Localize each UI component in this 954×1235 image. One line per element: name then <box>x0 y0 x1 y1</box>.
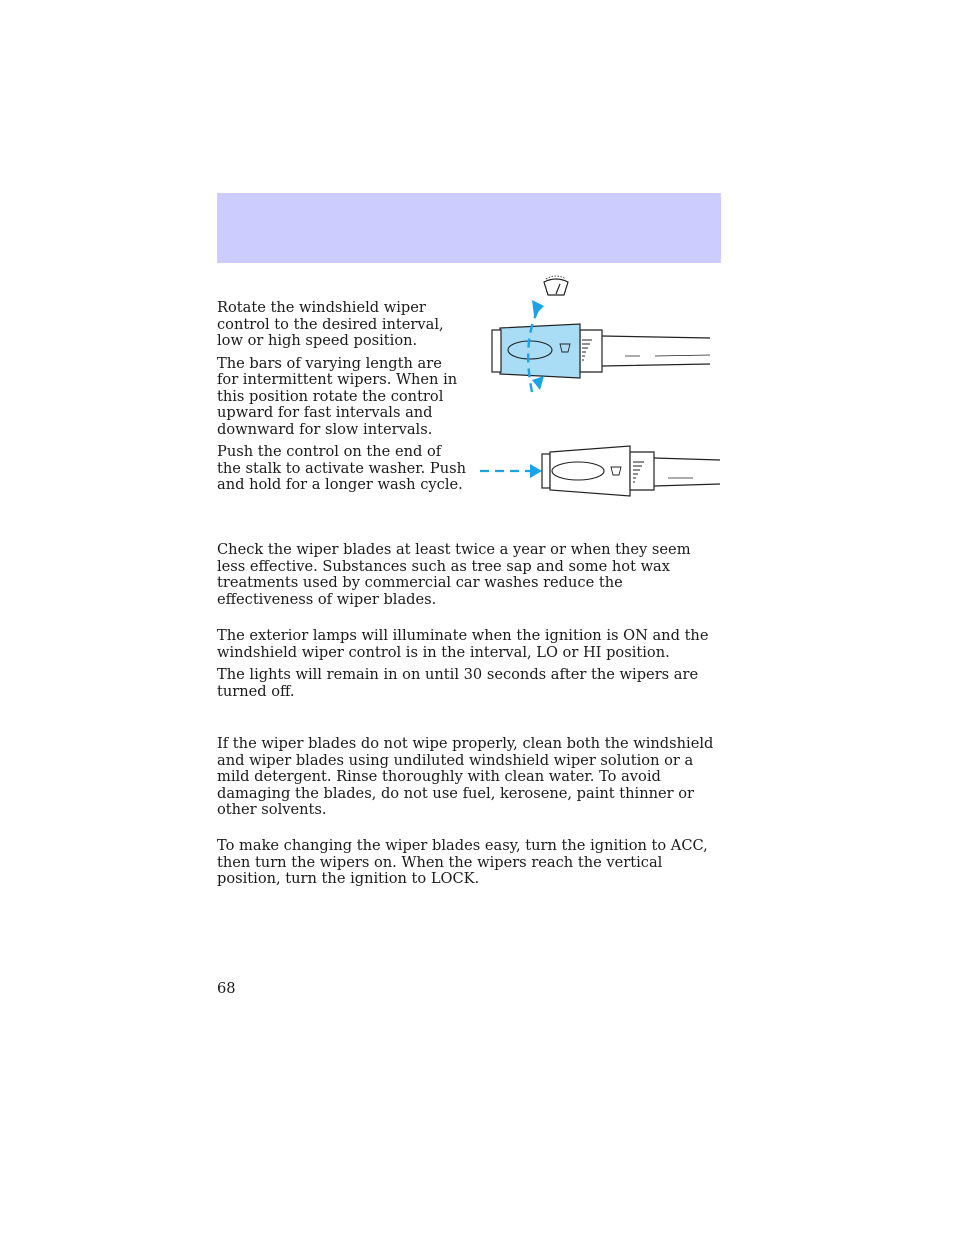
lamps-text-1: The exterior lamps will illuminate when the ignition is ON and the windshield wiper control is in the interval, LO or HI position. <box>217 627 709 661</box>
push-arrow-icon <box>480 464 542 478</box>
cleaning-text: If the wiper blades do not wipe properly, clean both the windshield and wiper blades using undiluted windshield wiper solution or a mild detergent. Rinse thoroughly with clean water. To avoid damaging the blades, do not use fuel, kerosene, paint thinner or other solvents. <box>217 735 714 818</box>
rotate-control-illustration <box>480 272 720 402</box>
rotate-instructions: Rotate the windshield wiper control to the desired interval, low or high speed position. <box>217 299 444 349</box>
wiper-control-text <box>217 300 467 494</box>
windshield-wiper-icon <box>544 276 568 295</box>
push-control-illustration <box>478 440 723 502</box>
wiper-check-text: Check the wiper blades at least twice a year or when they seem less effective. Substances such as tree sap and some hot wax treatments used by commercial car washes reduce the effectiveness of wiper blades. <box>217 541 691 608</box>
interval-instructions: The bars of varying length are for intermittent wipers. When in this position rotate the control upward for fast intervals and downward for slow intervals. <box>217 354 458 438</box>
cleaning-section <box>217 736 723 819</box>
section-header-band <box>217 193 721 263</box>
lamps-text-2: The lights will remain in on until 30 seconds after the wipers are turned off. <box>217 666 699 700</box>
wiper-check-section <box>217 542 723 608</box>
washer-instructions: Push the control on the end of the stalk to activate washer. Push and hold for a longer wash cycle. <box>217 443 466 493</box>
changing-blades-section <box>217 838 723 888</box>
page-number: 68 <box>217 980 236 997</box>
exterior-lamps-section <box>217 628 723 700</box>
changing-text: To make changing the wiper blades easy, turn the ignition to ACC, then turn the wipers on. When the wipers reach the vertical position, turn the ignition to LOCK. <box>217 837 708 887</box>
